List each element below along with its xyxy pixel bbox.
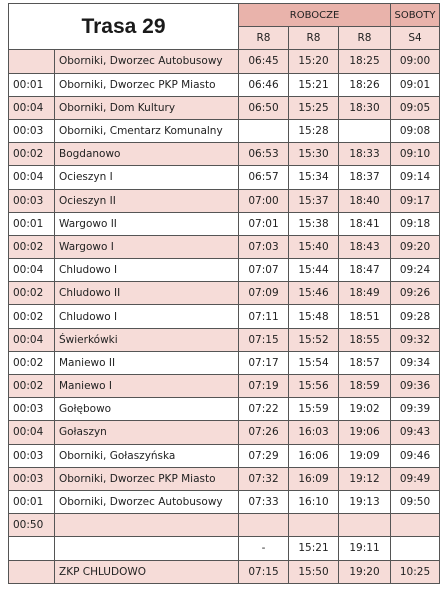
- departure-time: 07:17: [239, 351, 289, 374]
- departure-time: 15:37: [289, 189, 339, 212]
- departure-time: 09:05: [391, 96, 440, 119]
- time-offset: [9, 560, 55, 583]
- timetable-row: [9, 398, 440, 421]
- departure-time: 15:21: [289, 537, 339, 560]
- timetable-row: [9, 421, 440, 444]
- timetable-row: [9, 166, 440, 189]
- time-offset: 00:04: [9, 259, 55, 282]
- departure-time: 15:21: [289, 73, 339, 96]
- departure-time: 19:20: [339, 560, 391, 583]
- departure-time: 18:43: [339, 235, 391, 258]
- departure-time: 09:26: [391, 282, 440, 305]
- departure-time: 18:40: [339, 189, 391, 212]
- departure-time: 19:11: [339, 537, 391, 560]
- stop-name: ZKP CHLUDOWO: [55, 560, 239, 583]
- departure-time: 09:36: [391, 375, 440, 398]
- departure-time: 15:20: [289, 50, 339, 73]
- departure-time: 09:17: [391, 189, 440, 212]
- departure-time: 19:12: [339, 467, 391, 490]
- departure-time: 06:57: [239, 166, 289, 189]
- departure-time: 09:00: [391, 50, 440, 73]
- time-offset: 00:02: [9, 375, 55, 398]
- departure-time: 19:13: [339, 490, 391, 513]
- timetable-row: [9, 444, 440, 467]
- timetable-row: [9, 282, 440, 305]
- stop-name: Maniewo I: [55, 375, 239, 398]
- departure-time: 09:34: [391, 351, 440, 374]
- departure-time: 09:01: [391, 73, 440, 96]
- departure-time: 09:24: [391, 259, 440, 282]
- time-offset: [9, 50, 55, 73]
- departure-time: 09:14: [391, 166, 440, 189]
- timetable: [8, 3, 440, 584]
- departure-time: 15:34: [289, 166, 339, 189]
- time-offset: 00:03: [9, 467, 55, 490]
- stop-name: Wargowo II: [55, 212, 239, 235]
- departure-time: 09:46: [391, 444, 440, 467]
- timetable-row: [9, 351, 440, 374]
- timetable-row: [9, 375, 440, 398]
- departure-time: 19:06: [339, 421, 391, 444]
- departure-time: [239, 119, 289, 142]
- departure-time: -: [239, 537, 289, 560]
- stop-name: Gołaszyn: [55, 421, 239, 444]
- stop-name: Maniewo II: [55, 351, 239, 374]
- departure-time: 19:02: [339, 398, 391, 421]
- stop-name: Chludowo II: [55, 282, 239, 305]
- stop-name: Wargowo I: [55, 235, 239, 258]
- departure-time: 15:54: [289, 351, 339, 374]
- timetable-row: [9, 96, 440, 119]
- stop-name: Chludowo I: [55, 259, 239, 282]
- timetable-row: [9, 259, 440, 282]
- departure-time: 09:49: [391, 467, 440, 490]
- departure-time: 09:18: [391, 212, 440, 235]
- departure-time: 15:30: [289, 143, 339, 166]
- departure-time: 15:56: [289, 375, 339, 398]
- stop-name: Oborniki, Dworzec Autobusowy: [55, 490, 239, 513]
- departure-time: 16:06: [289, 444, 339, 467]
- departure-time: [239, 514, 289, 537]
- departure-time: 07:26: [239, 421, 289, 444]
- timetable-row: [9, 305, 440, 328]
- stop-name: Ocieszyn I: [55, 166, 239, 189]
- departure-time: 09:10: [391, 143, 440, 166]
- departure-time: 18:25: [339, 50, 391, 73]
- stop-name: Oborniki, Dworzec PKP Miasto: [55, 73, 239, 96]
- time-offset: 00:03: [9, 189, 55, 212]
- departure-time: 06:46: [239, 73, 289, 96]
- departure-time: 06:53: [239, 143, 289, 166]
- time-offset: 00:04: [9, 328, 55, 351]
- saturday-header: SOBOTY: [391, 4, 440, 27]
- departure-time: 09:50: [391, 490, 440, 513]
- departure-time: 18:51: [339, 305, 391, 328]
- time-offset: 00:03: [9, 444, 55, 467]
- timetable-row: [9, 490, 440, 513]
- timetable-row: [9, 537, 440, 560]
- departure-time: 06:50: [239, 96, 289, 119]
- departure-time: 10:25: [391, 560, 440, 583]
- departure-time: 07:32: [239, 467, 289, 490]
- time-offset: 00:50: [9, 514, 55, 537]
- timetable-row: [9, 328, 440, 351]
- column-code: S4: [391, 27, 440, 50]
- stop-name: Oborniki, Dworzec PKP Miasto: [55, 467, 239, 490]
- departure-time: 15:25: [289, 96, 339, 119]
- departure-time: 15:40: [289, 235, 339, 258]
- time-offset: [9, 537, 55, 560]
- time-offset: 00:03: [9, 398, 55, 421]
- timetable-row: [9, 50, 440, 73]
- timetable-row: [9, 212, 440, 235]
- departure-time: 18:30: [339, 96, 391, 119]
- departure-time: 06:45: [239, 50, 289, 73]
- departure-time: 15:38: [289, 212, 339, 235]
- timetable-row: [9, 189, 440, 212]
- time-offset: 00:02: [9, 143, 55, 166]
- timetable-row: [9, 119, 440, 142]
- departure-time: 15:52: [289, 328, 339, 351]
- departure-time: 16:03: [289, 421, 339, 444]
- time-offset: 00:04: [9, 421, 55, 444]
- departure-time: 07:00: [239, 189, 289, 212]
- timetable-row: [9, 514, 440, 537]
- departure-time: 18:49: [339, 282, 391, 305]
- stop-name: Gołębowo: [55, 398, 239, 421]
- timetable-row: [9, 467, 440, 490]
- departure-time: 18:26: [339, 73, 391, 96]
- departure-time: 07:09: [239, 282, 289, 305]
- timetable-container: [8, 3, 439, 584]
- stop-name: Oborniki, Gołaszyńska: [55, 444, 239, 467]
- departure-time: 07:15: [239, 328, 289, 351]
- time-offset: 00:02: [9, 305, 55, 328]
- time-offset: 00:01: [9, 212, 55, 235]
- departure-time: 15:46: [289, 282, 339, 305]
- weekday-header: ROBOCZE: [239, 4, 391, 27]
- stop-name: Chludowo I: [55, 305, 239, 328]
- column-code: R8: [339, 27, 391, 50]
- route-title: Trasa 29: [9, 4, 239, 50]
- time-offset: 00:04: [9, 166, 55, 189]
- departure-time: 07:29: [239, 444, 289, 467]
- departure-time: 09:43: [391, 421, 440, 444]
- departure-time: 07:33: [239, 490, 289, 513]
- departure-time: [339, 119, 391, 142]
- timetable-row: [9, 73, 440, 96]
- stop-name: Oborniki, Dom Kultury: [55, 96, 239, 119]
- departure-time: 18:59: [339, 375, 391, 398]
- stop-name: Oborniki, Dworzec Autobusowy: [55, 50, 239, 73]
- departure-time: [391, 537, 440, 560]
- timetable-row: [9, 560, 440, 583]
- departure-time: 19:09: [339, 444, 391, 467]
- column-code: R8: [239, 27, 289, 50]
- time-offset: 00:02: [9, 282, 55, 305]
- departure-time: 15:44: [289, 259, 339, 282]
- stop-name: [55, 537, 239, 560]
- departure-time: 09:28: [391, 305, 440, 328]
- departure-time: [391, 514, 440, 537]
- departure-time: 07:03: [239, 235, 289, 258]
- departure-time: 15:50: [289, 560, 339, 583]
- time-offset: 00:02: [9, 235, 55, 258]
- departure-time: [289, 514, 339, 537]
- timetable-row: [9, 143, 440, 166]
- departure-time: 09:39: [391, 398, 440, 421]
- timetable-row: [9, 235, 440, 258]
- departure-time: 15:48: [289, 305, 339, 328]
- departure-time: 07:11: [239, 305, 289, 328]
- departure-time: 07:15: [239, 560, 289, 583]
- departure-time: 16:09: [289, 467, 339, 490]
- departure-time: 15:28: [289, 119, 339, 142]
- time-offset: 00:01: [9, 490, 55, 513]
- time-offset: 00:03: [9, 119, 55, 142]
- departure-time: 09:32: [391, 328, 440, 351]
- departure-time: 07:22: [239, 398, 289, 421]
- stop-name: Ocieszyn II: [55, 189, 239, 212]
- departure-time: 18:55: [339, 328, 391, 351]
- departure-time: 09:08: [391, 119, 440, 142]
- departure-time: 07:07: [239, 259, 289, 282]
- departure-time: 18:41: [339, 212, 391, 235]
- departure-time: 07:19: [239, 375, 289, 398]
- time-offset: 00:01: [9, 73, 55, 96]
- departure-time: 09:20: [391, 235, 440, 258]
- departure-time: 18:57: [339, 351, 391, 374]
- stop-name: Bogdanowo: [55, 143, 239, 166]
- time-offset: 00:04: [9, 96, 55, 119]
- departure-time: 18:47: [339, 259, 391, 282]
- departure-time: 18:37: [339, 166, 391, 189]
- departure-time: 16:10: [289, 490, 339, 513]
- departure-time: [339, 514, 391, 537]
- stop-name: Oborniki, Cmentarz Komunalny: [55, 119, 239, 142]
- stop-name: [55, 514, 239, 537]
- time-offset: 00:02: [9, 351, 55, 374]
- departure-time: 15:59: [289, 398, 339, 421]
- column-code: R8: [289, 27, 339, 50]
- stop-name: Świerkówki: [55, 328, 239, 351]
- departure-time: 18:33: [339, 143, 391, 166]
- departure-time: 07:01: [239, 212, 289, 235]
